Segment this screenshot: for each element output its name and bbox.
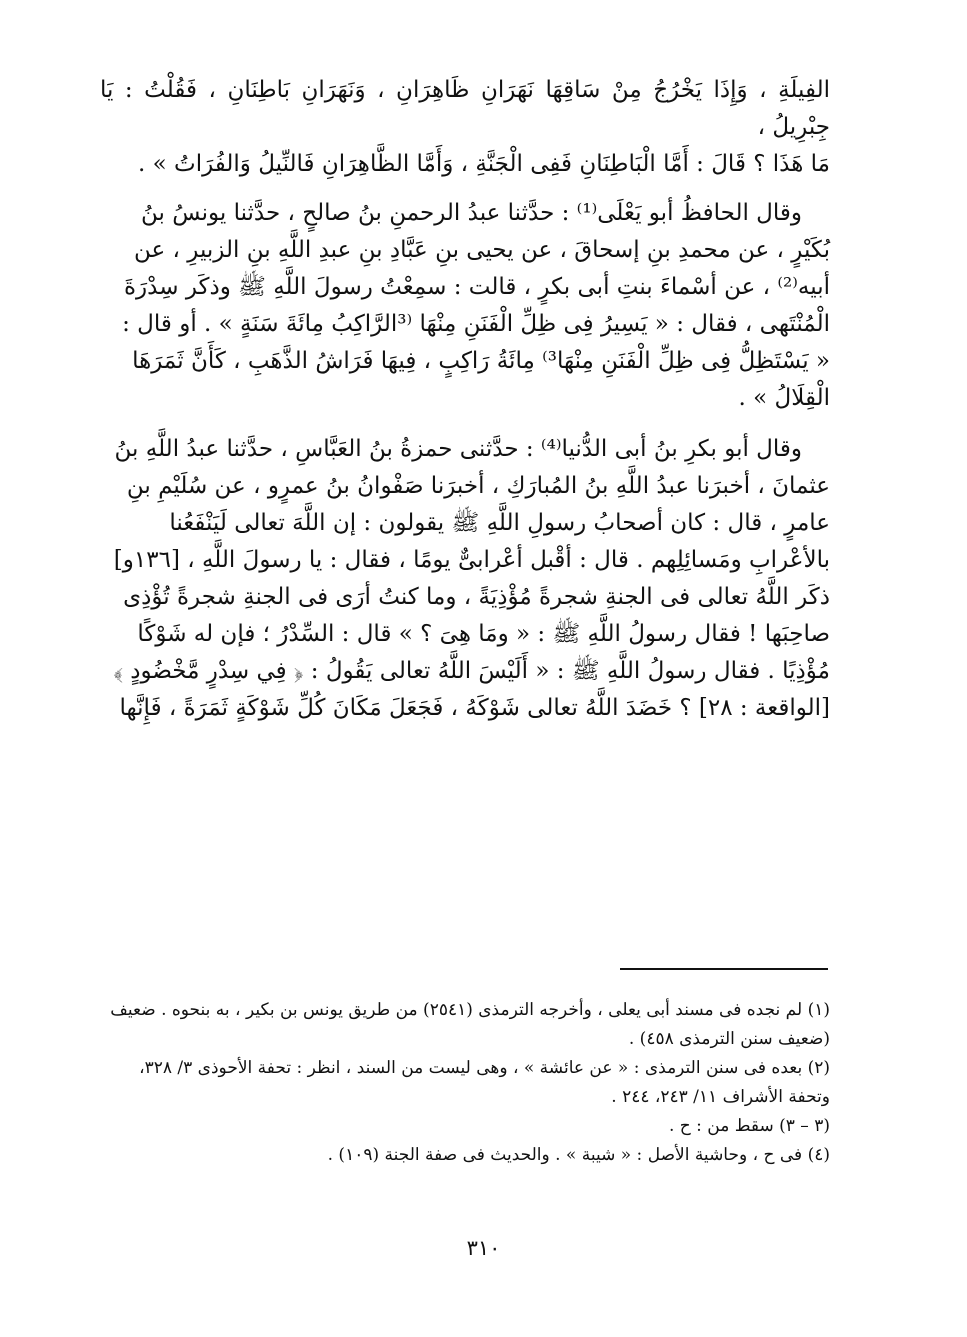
footnote: (٢) بعده فى سنن الترمذى : « عن عائشة » ، وهى ليست من السند ، انظر : تحفة الأحوذى ٣/ ٣٢٨، وتحفة الأشراف ١١/ ٢٤٣، ٢٤٤ .	[139, 1058, 830, 1107]
text-line: [الواقعة : ٢٨] ؟ خَضَدَ اللَّهُ تعالى شَوْكَهُ ، فَجَعَلَ مَكَانَ كُلِّ شَوْكَةٍ ثَمَرَةً ، فَإِنَّها	[119, 695, 830, 721]
text-line: عثمانَ ، أخبرَنا عبدُ اللَّهِ بنُ المُبارَكِ ، أخبرَنا صَفْوانُ بنُ عمرٍو ، عن سُلَيْمِ بنِ	[126, 473, 830, 499]
footnote: (٤) فى ح ، وحاشية الأصل : « شيبة » . والحديث فى صفة الجنة (١٠٩) .	[327, 1145, 830, 1165]
text-line: « يَسْتَظِلُّ فِى ظِلِّ الْفَنَنِ مِنْهَا³⁾ مِائَةُ رَاكِبٍ ، فِيهَا فَرَاشُ الذَّهَبِ ، كَأَنَّ ثَمَرَهَا	[132, 348, 830, 374]
text-line: وقال الحافظُ أبو يَعْلَى⁽¹⁾ : حدَّثنا عبدُ الرحمنِ بنُ صالحٍ ، حدَّثنا يونسُ بنُ	[141, 200, 802, 226]
text-line: الْقِلَالُ » .	[738, 385, 830, 411]
paragraph	[100, 431, 830, 727]
footnote: (١) لم نجده فى مسند أبى يعلى ، وأخرجه الترمذى (٢٥٤١) من طريق يونس بن بكير ، به بنحوه . ضعيف (ضعيف سنن الترمذى ٤٥٨) .	[110, 1000, 830, 1049]
text-line: مُؤْذِيًا . فقال رسولُ اللَّهِ ﷺ : « أَلَيْسَ اللَّهُ تعالى يَقُولُ : ﴿ فِي سِدْرٍ مَّخْضُودٍ ﴾	[113, 658, 830, 684]
paragraph	[100, 195, 830, 417]
footnote-separator	[620, 968, 828, 970]
text-line: صاحِبَها ! فقال رسولُ اللَّهِ ﷺ : « ومَا هِىَ ؟ » قال : السِّدْرُ ؛ فإن له شَوْكًا	[137, 621, 830, 647]
text-line: الْمُنْتَهى ، فقال : « يَسِيرُ فِى ظِلِّ الْفَنَنِ مِنْهَا ⁽³الرَّاكِبُ مِائَةَ سَنَةٍ » . أو قال :	[122, 311, 830, 337]
footnote: (٣ – ٣) سقط من : ح .	[668, 1116, 830, 1136]
text-line: مَا هَذَا ؟ قَالَ : أَمَّا الْبَاطِنَانِ فَفِى الْجَنَّةِ ، وَأَمَّا الظَّاهِرَانِ فَالنِّيلُ وَالفُرَاتُ » .	[138, 151, 830, 177]
text-line: وقال أبو بكرِ بنُ أبى الدُّنيا⁽⁴⁾ : حدَّثنى حمزةُ بنُ العَبَّاسِ ، حدَّثنا عبدُ اللَّهِ بنُ	[114, 436, 802, 462]
text-line: بُكَيْرٍ ، عن محمدِ بنِ إسحاقَ ، عن يحيى بنِ عَبَّادِ بنِ عبدِ اللَّهِ بنِ الزبيرِ ، عن	[134, 237, 830, 263]
footnotes	[100, 996, 830, 1170]
text-line: بالأعْرابِ ومَسائِلِهم . قال : أقْبل أعْرابىٌّ يومًا ، فقال : يا رسولَ اللَّهِ ، [١٣٦و]	[113, 547, 830, 573]
text-line: ذكَر اللَّهُ تعالى فى الجنةِ شجرةً مُؤْذِيَةً ، وما كنتُ أرَى فى الجنةِ شجرةً تُؤْذِى	[123, 584, 830, 610]
main-text	[100, 72, 830, 727]
text-line: عامرٍ ، قال : كان أصحابُ رسولِ اللَّهِ ﷺ يقولون : إن اللَّهَ تعالى لَيَنْفَعُنا	[169, 510, 830, 536]
page-number: ٣١٠	[466, 1236, 501, 1260]
text-line: الفِيلَةِ ، وَإِذَا يَخْرُجُ مِنْ سَاقِهَا نَهَرَانِ ظَاهِرَانِ ، وَنَهَرَانِ بَاطِنَانِ ، فَقُلْتُ : يَا جِبْرِيلُ ،	[100, 77, 830, 140]
text-line: أبيه⁽²⁾ ، عن أسْماءَ بنتِ أبى بكرٍ ، قالت : سمِعْتُ رسولَ اللَّهِ ﷺ وذكَر سِدْرَةَ	[124, 274, 830, 300]
paragraph	[100, 72, 830, 183]
